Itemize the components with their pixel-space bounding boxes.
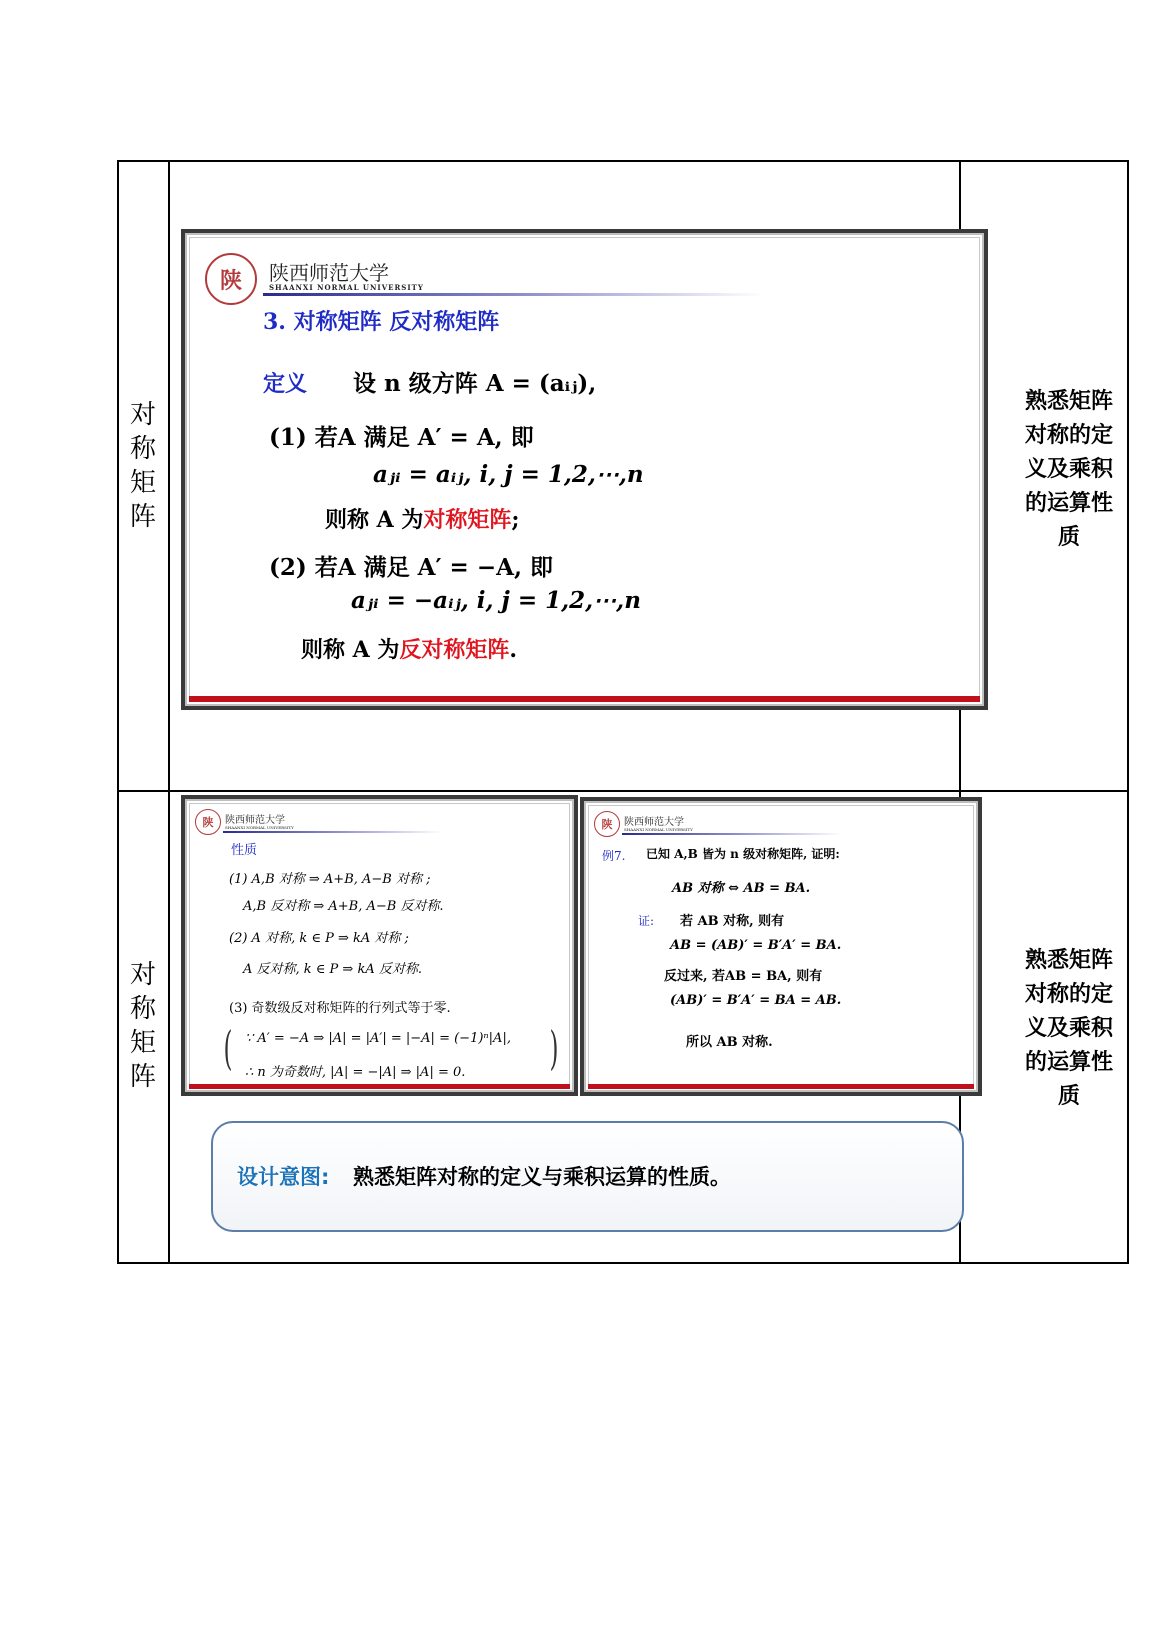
right-paren: ) bbox=[549, 1021, 559, 1075]
university-logo: 陕 bbox=[594, 811, 620, 837]
proof-line: (AB)′ = B′A′ = BA = AB. bbox=[670, 993, 842, 1008]
definition-text: 设 n 级方阵 A = (aᵢⱼ), bbox=[353, 370, 597, 397]
proof-line: ∵ A′ = −A ⇒ |A| = |A′| = |−A| = (−1)ⁿ|A|, bbox=[245, 1031, 511, 1046]
header-line bbox=[223, 831, 443, 833]
table-divider bbox=[168, 162, 170, 1262]
case-2-conclusion bbox=[301, 633, 517, 664]
design-intent-text: 熟悉矩阵对称的定义与乘积运算的性质。 bbox=[353, 1165, 731, 1189]
university-name-en: SHAANXI NORMAL UNIVERSITY bbox=[225, 825, 294, 830]
slide-footer-bar bbox=[588, 1084, 974, 1089]
slide-symmetric-definition bbox=[181, 229, 988, 710]
university-name: 陕西师范大学 bbox=[624, 817, 684, 828]
section-label: 对 称 矩 阵 bbox=[129, 400, 156, 532]
objective-text: 熟悉矩阵 对称的定 义及乘积 的运算性 质 bbox=[1024, 389, 1113, 550]
term-symmetric: 对称矩阵 bbox=[423, 507, 512, 533]
case-2-formula: aⱼᵢ = −aᵢⱼ, i, j = 1,2,⋯,n bbox=[351, 587, 641, 614]
table-divider bbox=[119, 790, 1127, 792]
section-label: 对 称 矩 阵 bbox=[129, 960, 156, 1092]
objective-text: 熟悉矩阵 对称的定 义及乘积 的运算性 质 bbox=[1024, 948, 1113, 1109]
design-intent-box bbox=[211, 1121, 964, 1232]
property-line: A 反对称, k ∈ P ⇒ kA 反对称. bbox=[243, 962, 422, 977]
case-2-then: 则称 A 为 bbox=[301, 637, 400, 663]
proof-line: 若 AB 对称, 则有 bbox=[680, 914, 785, 929]
case-1-formula: aⱼᵢ = aᵢⱼ, i, j = 1,2,⋯,n bbox=[373, 461, 644, 488]
proof-line: AB = (AB)′ = B′A′ = BA. bbox=[670, 938, 842, 953]
property-line: (2) A 对称, k ∈ P ⇒ kA 对称 ; bbox=[229, 931, 409, 946]
university-logo: 陕 bbox=[195, 809, 221, 835]
term-antisymmetric: 反对称矩阵 bbox=[399, 637, 510, 663]
proof-line: 反过来, 若AB = BA, 则有 bbox=[664, 969, 823, 984]
proof-label: 证: bbox=[638, 914, 655, 928]
case-1-end: ; bbox=[511, 507, 520, 533]
case-2-end: . bbox=[509, 637, 518, 663]
slide-footer-bar bbox=[189, 696, 980, 702]
header-line bbox=[263, 293, 763, 296]
properties-heading: 性质 bbox=[231, 843, 258, 858]
property-line: A,B 反对称 ⇒ A+B, A−B 反对称. bbox=[243, 899, 444, 914]
case-1: (1) 若A 满足 A′ = A, 即 bbox=[269, 424, 534, 451]
university-name-en: SHAANXI NORMAL UNIVERSITY bbox=[269, 283, 424, 292]
design-intent-label: 设计意图: bbox=[237, 1165, 330, 1189]
university-name: 陕西师范大学 bbox=[269, 261, 389, 285]
proof-line: ∴ n 为奇数时, |A| = −|A| ⇒ |A| = 0. bbox=[245, 1065, 466, 1080]
university-name: 陕西师范大学 bbox=[225, 815, 285, 826]
university-name-en: SHAANXI NORMAL UNIVERSITY bbox=[624, 827, 693, 832]
proof-conclusion: 所以 AB 对称. bbox=[686, 1035, 773, 1050]
slide-title: 3. 对称矩阵 反对称矩阵 bbox=[263, 309, 500, 335]
case-1-conclusion bbox=[325, 503, 520, 534]
header-line bbox=[622, 833, 842, 835]
slide-footer-bar bbox=[189, 1084, 570, 1089]
university-logo: 陕 bbox=[205, 253, 257, 305]
left-paren: ( bbox=[223, 1021, 233, 1075]
case-1-then: 则称 A 为 bbox=[325, 507, 424, 533]
example-label: 例7. bbox=[602, 849, 626, 863]
slide-example-7 bbox=[580, 797, 982, 1096]
property-line: (1) A,B 对称 ⇒ A+B, A−B 对称 ; bbox=[229, 872, 431, 887]
case-2: (2) 若A 满足 A′ = −A, 即 bbox=[269, 554, 553, 581]
example-text: 已知 A,B 皆为 n 级对称矩阵, 证明: bbox=[646, 847, 840, 861]
slide-properties bbox=[181, 795, 578, 1096]
example-claim: AB 对称 ⇔ AB = BA. bbox=[672, 881, 811, 896]
property-line: (3) 奇数级反对称矩阵的行列式等于零. bbox=[229, 1001, 451, 1016]
definition-label: 定义 bbox=[263, 371, 308, 397]
